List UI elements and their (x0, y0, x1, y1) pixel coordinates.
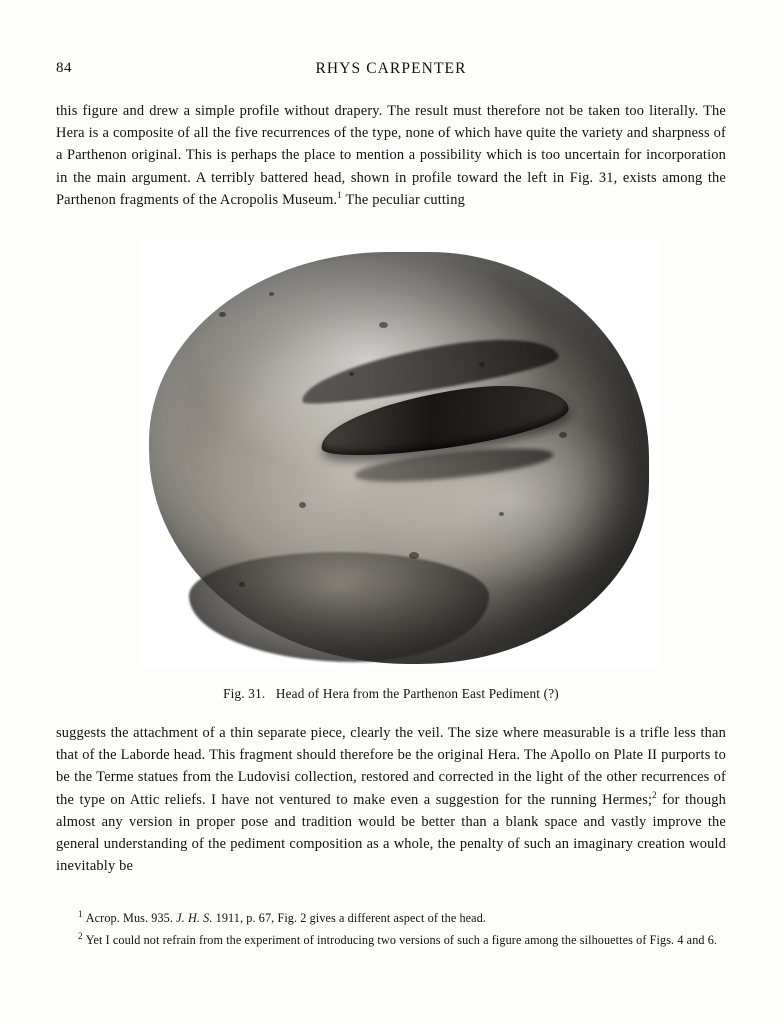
paragraph-top-tail: The peculiar cutting (341, 191, 465, 208)
head-of-hera-photograph (141, 238, 661, 668)
figure-caption (56, 686, 726, 702)
footnote-reference-2[interactable]: 2 (652, 789, 657, 800)
surface-pit (269, 292, 274, 296)
figure-caption-label: Fig. 31. (223, 686, 266, 701)
surface-pit (349, 372, 354, 376)
figure-caption-text: Head of Hera from the Parthenon East Pediment (?) (275, 686, 559, 701)
surface-pit (409, 552, 419, 559)
surface-pit (479, 362, 485, 367)
footnote-2-text: Yet I could not refrain from the experiment of introducing two versions of such a figure among the silhouettes of Figs. 4 and 6. (85, 933, 718, 948)
paragraph-bottom-tail: for though almost any version in proper pose and tradition would be better than a blank space and vastly improve the general understanding of the pediment composition as a whole, the penalty of such an imaginary creation would inevitably be (56, 791, 726, 875)
footnote-2 (56, 927, 726, 949)
running-title: RHYS CARPENTER (315, 60, 467, 77)
surface-pit (499, 512, 504, 516)
surface-pit (239, 582, 245, 587)
body-paragraph-top (56, 100, 726, 211)
surface-pit (299, 502, 306, 508)
footnote-2-marker: 2 (78, 931, 83, 942)
figure-31 (56, 238, 726, 702)
footnote-1-text-b: 1911, p. 67, Fig. 2 gives a different aspect of the head. (212, 911, 487, 926)
marble-head-fragment (149, 252, 649, 664)
paragraph-top-text: this figure and drew a simple profile without drapery. The result must therefore not be taken too literally. The Hera is a composite of all the five recurrences of the type, none of which have quite the variety and sharpness of a Parthenon original. This is perhaps the place to mention a possibility which is too uncertain for incorporation in the main argument. A terribly battered head, shown in profile toward the left in Fig. 31, exists among the Parthenon fragments of the Acropolis Museum. (56, 103, 726, 208)
footnote-1 (56, 905, 726, 927)
body-paragraph-bottom (56, 722, 726, 877)
surface-pit (379, 322, 388, 328)
footnote-reference-1[interactable]: 1 (337, 190, 342, 201)
surface-pit (559, 432, 567, 438)
page-number: 84 (56, 60, 72, 76)
figure-image-frame (56, 238, 726, 672)
footnotes-section (56, 905, 726, 950)
footnote-1-text-a: Acrop. Mus. 935. (85, 911, 177, 926)
footnote-1-italic: J. H. S. (176, 911, 213, 926)
footnote-1-marker: 1 (78, 909, 83, 919)
paragraph-bottom-text: suggests the attachment of a thin separate piece, clearly the veil. The size where measurable is a trifle less than that of the Laborde head. This fragment should therefore be the original Hera. The Apollo on Plate II purports to be the Terme statues from the Ludovisi collection, restored and corrected in the light of the other recurrences of the type on Attic reliefs. I have not ventured to make even a suggestion for the running Hermes; (56, 725, 726, 808)
surface-pit (219, 312, 226, 317)
page-header (56, 60, 726, 82)
